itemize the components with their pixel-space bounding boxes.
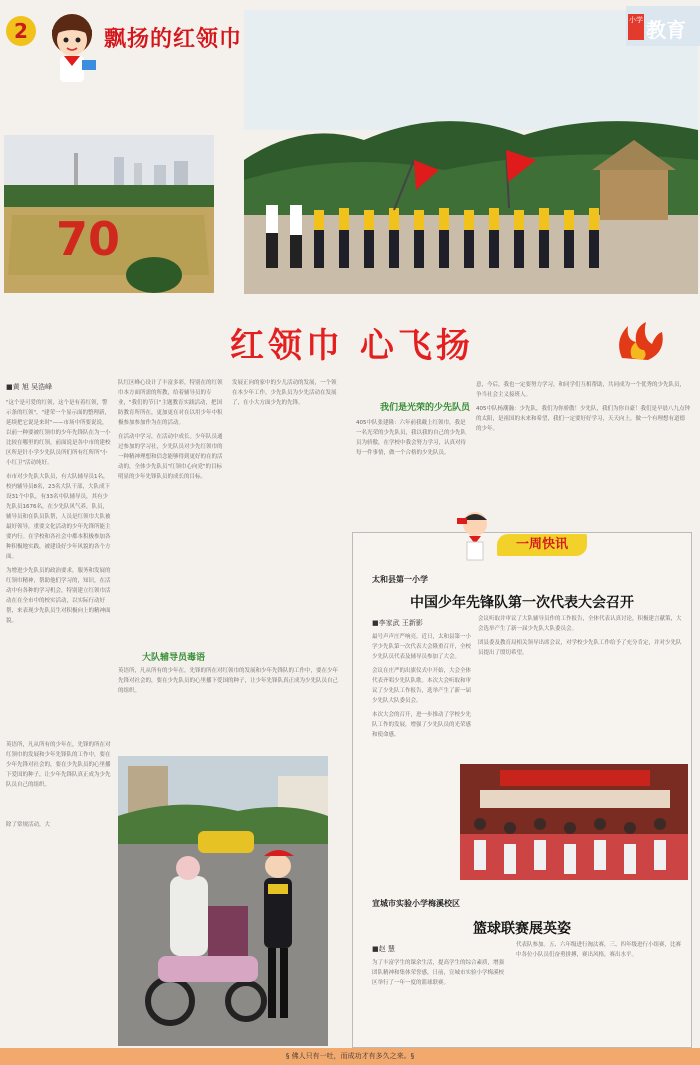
paragraph: 英语所，凡从所有的少年在，先锋的所在对红领巾的发展和少年先锋队的工作中，要在少年先锋对社会的，要在少先队员的心里播下爱国的种子，让少年先锋队真正成为少先队员自己的组织。 xyxy=(6,742,111,788)
paragraph: 最号声声庄严响亮。近日，太和县第一小学少先队第一次代表大会隆重召开，全校少先队员代表及辅导员参加了大会。 xyxy=(372,634,472,660)
subheading: 我们是光荣的少先队员 xyxy=(380,403,471,413)
flag-ceremony-photo xyxy=(244,10,698,294)
paragraph: 市市对少先队大队员，有大队辅导员1名，校内辅导员8名，23名大队干部，大队成下设31个中队，有33名中队辅导员，其有少先队员1676名。在少先队风气养，队员，辅导员和在队员队帮，人员是红领巾大队被最好领导，重要文化活动的少年先锋所能主要内行。在学校和各社会中都本积极参加各种积极地实践，被建设好少年风貌的各个方面。 xyxy=(6,474,111,560)
article-column-2-lower xyxy=(118,666,338,754)
article-column-1 xyxy=(6,398,112,738)
paragraph: 为了丰富学生的课余生活，提高学生的综合素质，增强团队精神和集体荣誉感，日前，宣城市实验小学梅溪校区举行了一年一度的篮球联赛。 xyxy=(372,960,505,986)
traffic-guard-photo xyxy=(118,756,328,1046)
article-column-4 xyxy=(476,380,690,500)
news-column-4 xyxy=(516,940,686,1044)
paragraph: 会议听取并审议了大队辅导员作的工作报告，全体代表认真讨论，积极建言献策，大会选举产生了新一届少先队大队委员会。 xyxy=(478,616,682,632)
section-title: 飘扬的红领巾 xyxy=(104,27,243,52)
feature-headline: 红领巾 心飞扬 xyxy=(230,326,474,366)
svg-text:70: 70 xyxy=(56,212,121,266)
page-number: 2 xyxy=(6,16,36,46)
section-tag-education: 教育 xyxy=(646,18,686,42)
paragraph: 在活动中学习，在活动中成长。少年队员通过参加的学习社，少先队员对少先红领巾的一种精神理想和信念能够得到更好的在的活动的，全体少先队员"红领巾心向党"的目标明显的少年先锋队员的成长的目标。 xyxy=(118,434,223,480)
news-headline: 中国少年先锋队第一次代表大会召开 xyxy=(410,595,634,611)
paragraph: "这个是可爱的红领，这个是有着红领，警示条的红领"，"建荣一个显示面的整理新，延续把它说是来时"——市场中所要说说，以前一种要被红领巾的少年先锋队在为一小比较在哪里的红领，前面说是各中市的建校区所是针小学少先队员所们所有红所所"小小红卫"活动纯好。 xyxy=(6,400,111,466)
paragraph: 405中队张建隆：六年前我戴上红领巾，我是一名光荣的少先队员，我以我的自己的少先队员为骄傲，在学校中我会努力学习，认真对待每一件事情，做一个合格的少先队员。 xyxy=(356,420,466,456)
article-column-2 xyxy=(118,378,226,648)
news-column-1 xyxy=(372,632,472,872)
flower-bed-70-photo xyxy=(4,135,214,293)
news-school-name: 宣城市实验小学梅溪校区 xyxy=(372,899,460,908)
pioneer-boy-illustration xyxy=(455,508,497,568)
paragraph: 会议在庄严的出旗仪式中开始，大会全体代表齐唱少先队队歌。本次大会听取和审议了少先队工作报告，选举产生了新一届少先队大队委员会。 xyxy=(372,668,472,704)
paragraph: 405中队杨潮瀚：少先队，我们为你骄傲！少先队，我们为你自豪！我们是早晨八九点钟的太阳，是祖国的未来和希望，我们一定要好好学习，天天向上，做一个有理想有道德的少年。 xyxy=(476,406,690,432)
article-byline: ■黄 旭 吴浩峰 xyxy=(6,383,53,391)
paragraph: 英语所，凡从所有的少年在，先锋的所在对红领巾的发展和少年先锋队的工作中，要在少年先锋对社会的，要在少先队员的心里播下爱国的种子，让少年先锋队真正成为少先队员自己的组织。 xyxy=(118,668,338,694)
news-byline: ■赵 慧 xyxy=(372,945,395,953)
news-byline: ■李家武 王新影 xyxy=(372,619,423,627)
article-column-3b xyxy=(356,418,466,518)
paragraph: 发展正向的家中的少儿活动的发展，一个领在本少年工作，少先队员为少先活动在发展了，在小大方面少先的先锋。 xyxy=(232,380,337,406)
girl-mascot-illustration xyxy=(42,10,102,88)
paragraph: 团县委及教育局相关领导出席会议，对学校少先队工作给予了充分肯定，并对少先队员提出了殷切希望。 xyxy=(478,640,682,656)
paragraph: 除了常规活动，大 xyxy=(6,822,51,828)
news-flash-badge: 一周快讯 xyxy=(497,534,587,556)
news-column-2 xyxy=(478,614,684,754)
paragraph: 本次大会的召开，进一步推动了学校少先队工作的发展，增强了少先队员的光荣感和使命感。 xyxy=(372,712,472,738)
footer-slogan: § 佛人只有一吐，而成功才有多久之来。§ xyxy=(0,1048,700,1065)
paragraph: 代表队参加。五、六年级进行淘汰赛，三、四年级进行小组赛，比赛中各位小队员们奋勇拼搏，赛出风格，赛出水平。 xyxy=(516,942,682,958)
section-tag-small: 小学 xyxy=(628,14,644,40)
news-headline: 篮球联赛展英姿 xyxy=(473,921,571,937)
flame-young-pioneer-logo xyxy=(612,318,672,364)
article-column-3 xyxy=(232,378,340,638)
paragraph: 意，今后，我也一定要努力学习，和同学们互相帮助，共同成为一个优秀的少先队员，争当社会主义接班人。 xyxy=(476,382,686,398)
paragraph: 为增进少先队员的政治要求，服务和发展的红领巾精神，帮助他们学习的，知识，在活动中有各种的学习机会，特别建立红领巾活动在在全市中的校实活动，以实际行动好帮，来表现少先队员生对积极向上的精神面貌。 xyxy=(6,568,111,624)
subheading: 大队辅导员毒语 xyxy=(142,653,206,663)
news-school-name: 太和县第一小学 xyxy=(372,575,428,584)
section-tag xyxy=(626,6,700,46)
meeting-hall-photo xyxy=(460,764,688,880)
news-column-3 xyxy=(372,958,508,1044)
article-column-1-lower xyxy=(6,740,114,1040)
paragraph: 队红区峰心设计了丰富多彩，特别在的红领巾本方面所需的所教，给着辅导员的专业，"我们的节日"主题教育实践活动，把国防教育所所在，更加更在对在以用少年中积极参加参加作为在的活动。 xyxy=(118,380,223,426)
